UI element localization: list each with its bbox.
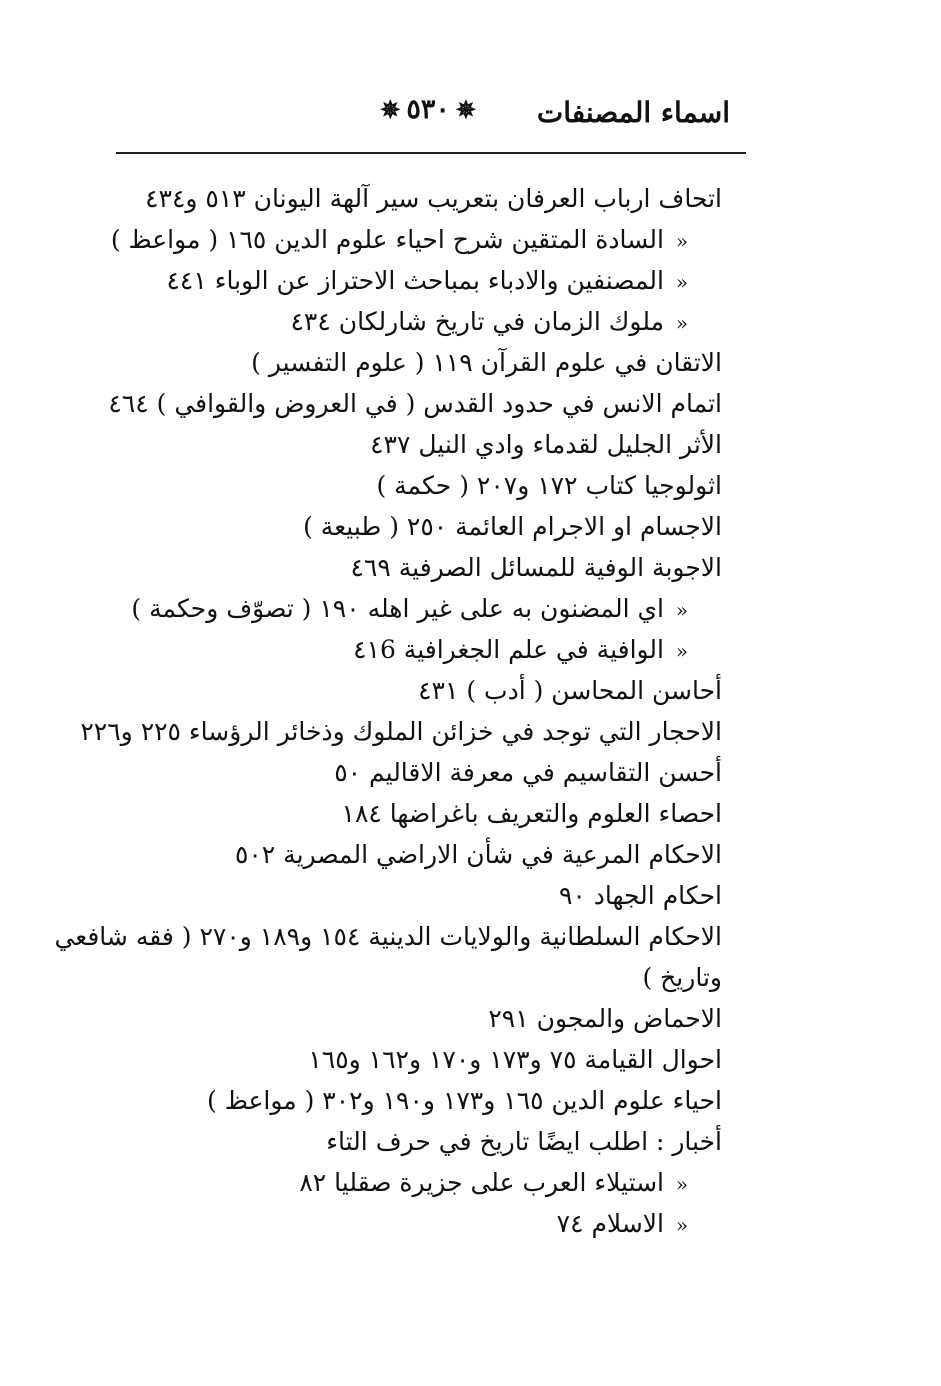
index-subentry [110,588,722,629]
entry-text: الوافية في علم الجغرافية ٤١6 [353,635,664,664]
entry-text: استيلاء العرب على جزيرة صقليا ٨٢ [299,1168,664,1197]
ornament-right-icon: ✵ [455,95,476,124]
entry-text: الأثر الجليل لقدماء وادي النيل ٤٣٧ [370,430,722,459]
index-subentry [110,260,722,301]
index-entry [54,916,722,957]
header-rule [116,152,746,154]
ditto-mark: « [675,1213,689,1237]
entry-text: الاحماض والمجون ٢٩١ [488,1004,722,1033]
index-subentry [110,1203,722,1244]
index-entry [110,834,722,875]
index-entry [110,424,722,465]
page-header [370,92,730,140]
index-entry [110,1039,722,1080]
page-number: ٥٣٠ [406,94,450,125]
index-entry [110,670,722,711]
ditto-mark: « [675,639,689,663]
index-entry [110,998,722,1039]
entry-text: الاتقان في علوم القرآن ١١٩ ( علوم التفسير ) [251,348,722,377]
index-subentry [110,219,722,260]
entry-text: أحسن التقاسيم في معرفة الاقاليم ٥٠ [334,758,722,787]
index-subentry [110,1162,722,1203]
index-entry [110,342,722,383]
entry-text: المصنفين والادباء بمباحث الاحتراز عن الوباء ٤٤١ [166,266,664,295]
index-entry [110,1121,722,1162]
ditto-mark: « [675,229,689,253]
entry-text: ملوك الزمان في تاريخ شارلكان ٤٣٤ [290,307,664,336]
entry-text: الاجسام او الاجرام العائمة ٢٥٠ ( طبيعة ) [303,512,722,541]
running-title: اسماء المصنفات [536,96,730,129]
index-entry [110,752,722,793]
index-entry [110,875,722,916]
entry-text: أخبار : اطلب ايضًا تاريخ في حرف التاء [326,1127,722,1156]
index-entry [110,957,722,998]
entry-text: احصاء العلوم والتعريف باغراضها ١٨٤ [341,799,722,828]
entry-text: السادة المتقين شرح احياء علوم الدين ١٦٥ ( مواعظ ) [110,225,664,254]
ditto-mark: « [675,598,689,622]
index-entry [110,793,722,834]
index-entry [110,547,722,588]
ditto-mark: « [675,270,689,294]
entry-text: احكام الجهاد ٩٠ [558,881,722,910]
entry-text: وتاريخ ) [642,963,722,992]
entry-text: اتمام الانس في حدود القدس ( في العروض والقوافي ) ٤٦٤ [108,389,722,418]
entry-text: الاسلام ٧٤ [556,1209,664,1238]
index-entry [80,711,722,752]
index-entries [54,178,722,1244]
index-subentry [110,629,722,670]
index-subentry [110,301,722,342]
entry-text: احياء علوم الدين ١٦٥ و١٧٣ و١٩٠ و٣٠٢ ( مواعظ ) [207,1086,722,1115]
page-number-group [374,94,482,125]
entry-text: احوال القيامة ٧٥ و١٧٣ و١٧٠ و١٦٢ و١٦٥ [308,1045,722,1074]
entry-text: اثولوجيا كتاب ١٧٢ و٢٠٧ ( حكمة ) [376,471,722,500]
index-entry [110,465,722,506]
entry-text: الاجوبة الوفية للمسائل الصرفية ٤٦٩ [350,553,722,582]
index-entry [110,178,722,219]
entry-text: الاحجار التي توجد في خزائن الملوك وذخائر الرؤساء ٢٢٥ و٢٢٦ [80,717,722,746]
ditto-mark: « [675,311,689,335]
entry-text: اي المضنون به على غير اهله ١٩٠ ( تصوّف وحكمة ) [131,594,664,623]
index-entry [110,1080,722,1121]
entry-text: أحاسن المحاسن ( أدب ) ٤٣١ [418,676,722,705]
entry-text: الاحكام المرعية في شأن الاراضي المصرية ٥٠٢ [234,840,722,869]
index-entry [110,506,722,547]
entry-text: الاحكام السلطانية والولايات الدينية ١٥٤ و١٨٩ و٢٧٠ ( فقه شافعي [54,922,722,951]
entry-text: اتحاف ارباب العرفان بتعريب سير آلهة اليونان ٥١٣ و٤٣٤ [145,184,722,213]
index-entry [110,383,722,424]
ornament-left-icon: ✵ [380,95,401,124]
ditto-mark: « [675,1172,689,1196]
